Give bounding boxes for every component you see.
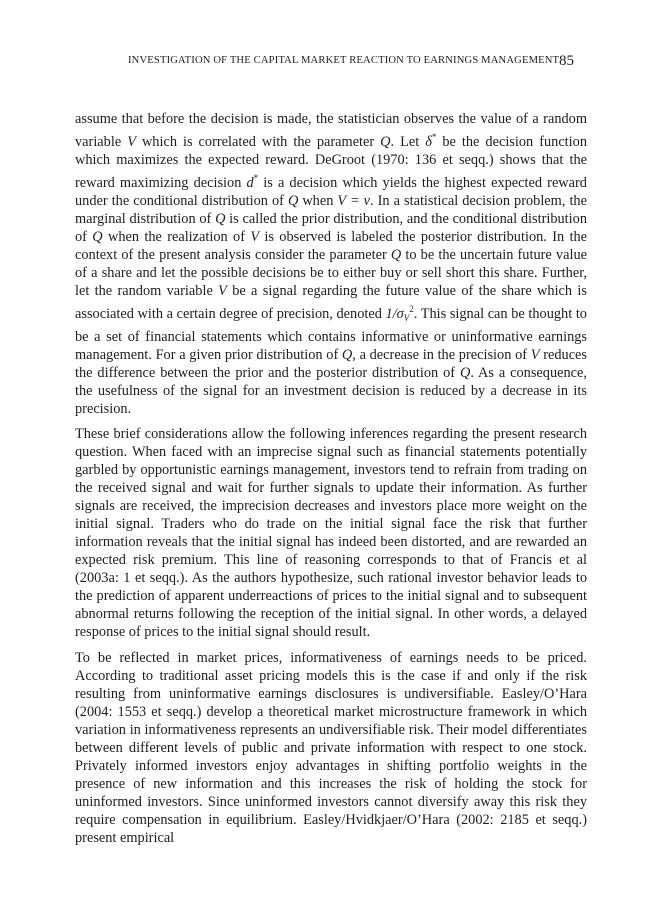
math-symbol: Q [287, 193, 299, 210]
math-symbol: Q [215, 211, 226, 228]
text-run: . As a consequence, the usefulness of the signal for an investment decision is reduced by a decrease in its precision. [75, 364, 587, 417]
running-title: INVESTIGATION OF THE CAPITAL MARKET REACTION TO EARNINGS MANAGEMENT [128, 55, 560, 66]
text-run: is called the prior distribution, and the conditional distribution of [75, 211, 587, 246]
subscript: V [403, 313, 410, 324]
math-symbol: d [246, 175, 254, 192]
text-run: . This signal can be thought to be a set of financial statements which contains informative or uninformative earnings management. For a given prior distribution of [75, 306, 587, 363]
paragraph-2 [75, 425, 587, 642]
text-run: when the realization of [102, 229, 251, 246]
text-run: These brief considerations allow the following inferences regarding the present research question. When faced with an imprecise signal such as financial statements potentially garbled by opportunistic earnings management, investors tend to refrain from trading on the received signal and wait for further signals to update their information. As further signals are received, the imprecision decreases and investors place more weight on the initial signal. Traders who do trade on the initial signal face the risk that further information reveals that the initial signal has indeed been distorted, and are rewarded an expected risk premium. This line of reasoning corresponds to that of Francis et al (2003a: 1 et seqq.). As the authors hypothesize, such rational investor behavior leads to the prediction of apparent underreactions of prices to the initial signal and to subsequent abnormal returns following the reception of the initial signal. In other words, a delayed response of prices to the initial signal should result. [75, 425, 587, 641]
text-run: reduces the difference between the prior and the posterior distribution of [75, 346, 588, 381]
paragraph-1 [75, 110, 587, 418]
text-run: . In a statistical decision problem, the marginal distribution of [75, 193, 587, 228]
text-run: is a decision which yields the highest expected reward under the conditional distribution of [75, 175, 587, 210]
body-text [75, 110, 587, 854]
math-symbol: V = v [337, 193, 371, 210]
math-symbol: Q [92, 229, 103, 246]
math-symbol: 1/σ [385, 306, 404, 323]
text-run: be a signal regarding the future value of the share which is associated with a certain degree of precision, denoted [75, 283, 587, 323]
paragraph-3 [75, 649, 587, 848]
math-symbol: δ [425, 134, 432, 151]
text-run: To be reflected in market prices, informativeness of earnings needs to be priced. According to traditional asset pricing models this is the case if and only if the risk resulting from uninformative earnings disclosures is undiversifiable. Easley/O’Hara (2004: 1553 et seqq.) develop a theoretical market microstructure framework in which variation in informativeness represents an undiversifiable risk. Their model differentiates between different levels of public and private information with respect to one stock. Privately informed investors enjoy advantages in shifting portfolio weights in the presence of new information and this increases the risk of holding the stock for uninformed investors. Since uninformed investors cannot diversify away this risk they require compensation in equilibrium. Easley/Hvidkjaer/O’Hara (2002: 2185 et seqq.) present empirical [75, 649, 587, 847]
text-run: to be the uncertain future value of a share and let the possible decisions be to either buy or sell short this share. Further, let the random variable [75, 247, 587, 300]
text-run: . Let [390, 134, 426, 151]
text-run: when [298, 193, 338, 210]
math-symbol: V [218, 283, 227, 300]
text-run: assume that before the decision is made, the statistician observes the value of a random variable [75, 111, 587, 151]
math-symbol: Q [459, 364, 471, 381]
text-run: which is correlated with the parameter [135, 134, 381, 151]
math-symbol: Q [341, 346, 353, 363]
math-symbol: V [530, 346, 540, 363]
text-run: be the decision function which maximizes the expected reward. DeGroot (1970: 136 et seqq.) shows that the reward maximizing decision [75, 134, 588, 192]
superscript: * [253, 173, 259, 184]
text-run: , a decrease in the precision of [352, 346, 531, 363]
superscript: 2 [409, 304, 414, 315]
text-run: is observed is labeled the posterior distribution. In the context of the present analysis consider the parameter [75, 229, 587, 264]
superscript: * [431, 132, 437, 143]
math-symbol: Q [390, 247, 402, 264]
math-symbol: V [127, 134, 136, 151]
math-symbol: Q [380, 134, 391, 151]
math-symbol: V [250, 229, 260, 246]
page-number: 85 [559, 53, 574, 69]
running-header [0, 53, 650, 71]
